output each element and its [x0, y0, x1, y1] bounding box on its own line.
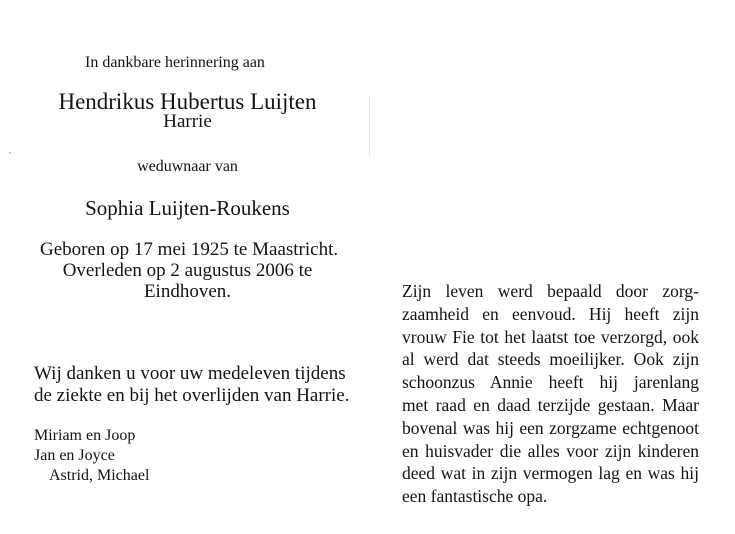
- tribute-line: en huisvader die alles voor zijn kinderen: [402, 440, 699, 461]
- fold-line: [369, 96, 370, 156]
- tribute-paragraph: [402, 280, 699, 508]
- family-member: Miriam en Joop: [34, 427, 136, 444]
- tribute-line: vrouw Fie tot het laatst toe verzorgd, ook: [402, 326, 699, 347]
- family-member: Jan en Joyce: [34, 447, 115, 464]
- tribute-line: met raad en daad terzijde gestaan. Maar: [402, 394, 699, 415]
- death-text-line1: Overleden op 2 augustus 2006 te: [62, 260, 313, 281]
- deceased-name: Hendrikus Hubertus Luijten: [58, 89, 317, 114]
- tribute-line: Zijn leven werd bepaald door zorg-: [402, 281, 699, 301]
- tribute-line: een fantastische opa.: [402, 486, 548, 507]
- birth-text: Geboren op 17 mei 1925 te Maastricht.: [40, 239, 339, 260]
- scan-speck: [9, 152, 11, 154]
- tribute-line: al werd dat steeds moeilijker. Ook zijn: [402, 349, 699, 370]
- family-member: Astrid, Michael: [49, 467, 150, 484]
- tribute-line: bovenal was hij een zorgzame echtgenoot: [402, 417, 699, 438]
- tribute-line: zaamheid en eenvoud. Hij heeft zijn: [402, 303, 699, 324]
- deceased-nickname: Harrie: [163, 111, 212, 132]
- tribute-line: deed wat in zijn vermogen lag en was hij: [402, 463, 699, 484]
- thanks-line1: Wij danken u voor uw medeleven tijdens: [34, 363, 346, 384]
- spouse-name: Sophia Luijten-Roukens: [85, 196, 290, 220]
- relation-text: weduwnaar van: [137, 158, 238, 175]
- intro-text: In dankbare herinnering aan: [85, 54, 265, 71]
- death-text-line2: Eindhoven.: [143, 281, 232, 302]
- tribute-line: schoonzus Annie heeft hij jarenlang: [402, 372, 699, 393]
- thanks-line2: de ziekte en bij het overlijden van Harrie.: [34, 385, 350, 406]
